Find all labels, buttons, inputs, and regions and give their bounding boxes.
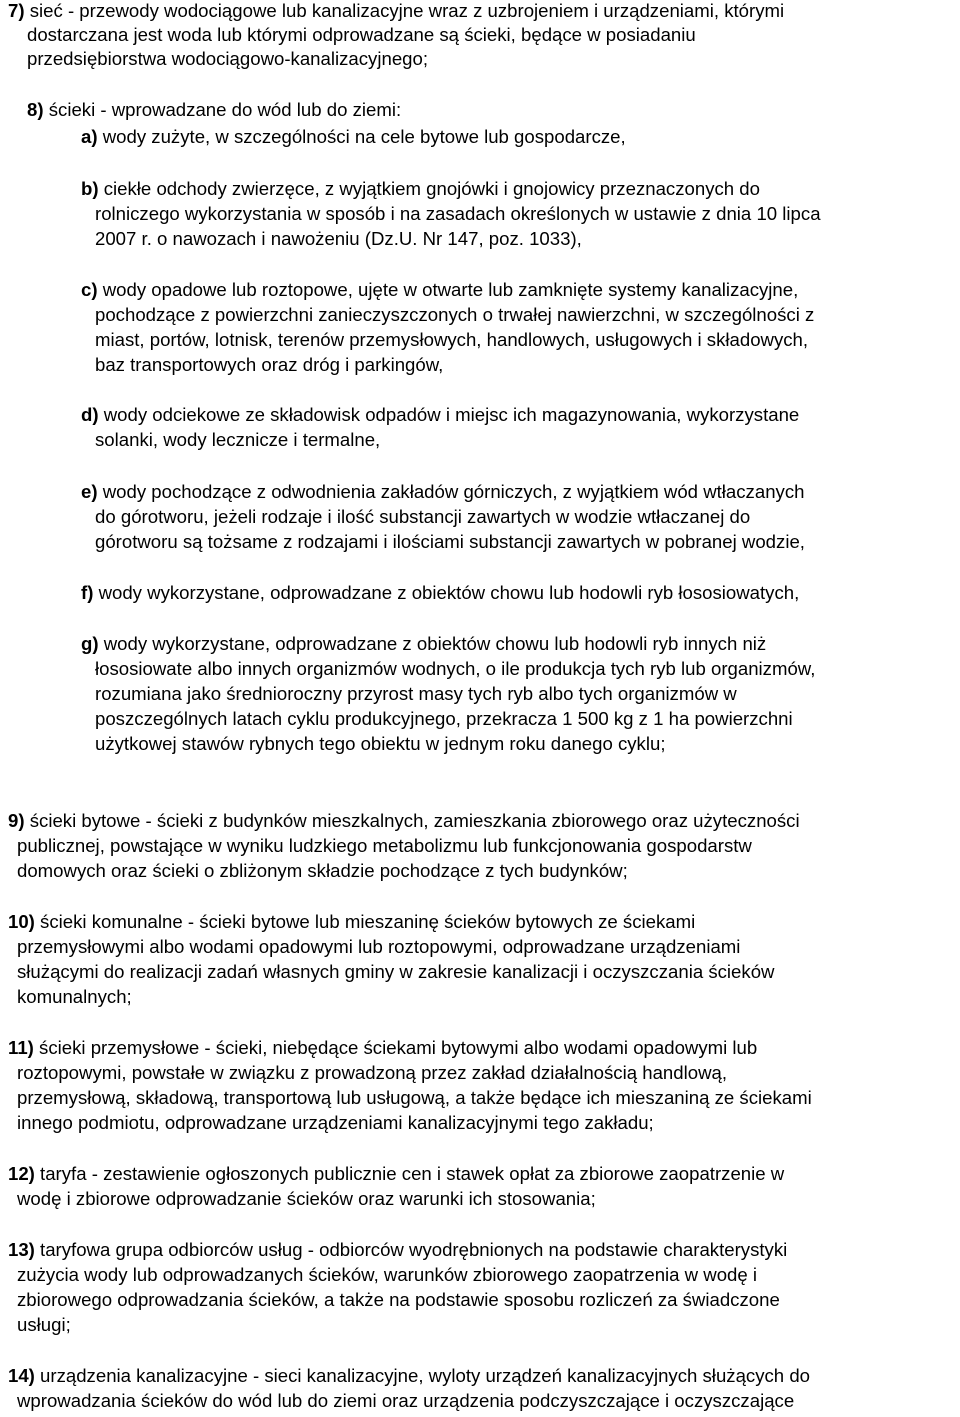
item-letter: d) [81,404,99,425]
item-8b-line-3: 2007 r. o nawozach i nawożeniu (Dz.U. Nr 147, poz. 1033), [95,228,582,249]
item-8c-line-1: c) wody opadowe lub roztopowe, ujęte w otwarte lub zamknięte systemy kanalizacyjne, [81,279,799,300]
item-number: 7) [8,0,25,21]
item-13-line-4: usługi; [17,1314,71,1335]
item-8d-line-2: solanki, wody lecznicze i termalne, [95,429,381,450]
item-13-line-3: zbiorowego odprowadzania ścieków, a także na podstawie sposobu rozliczeń za świadczone [17,1289,780,1310]
item-11-line-3: przemysłową, składową, transportową lub usługową, a także będące ich mieszaniną ze ściekami [17,1087,812,1108]
item-14-line-2: wprowadzania ścieków do wód lub do ziemi oraz urządzenia podczyszczające i oczyszczające [17,1390,795,1411]
item-letter: b) [81,178,99,199]
item-10-line-1: 10) ścieki komunalne - ścieki bytowe lub mieszaninę ścieków bytowych ze ściekami [8,911,696,932]
item-11-line-2: roztopowymi, powstałe w związku z prowadzoną przez zakład działalnością handlową, [17,1062,728,1083]
item-11-line-4: innego podmiotu, odprowadzane urządzeniami kanalizacyjnymi tego zakładu; [17,1112,654,1133]
item-letter: a) [81,126,98,147]
item-7-line-2: dostarczana jest woda lub którymi odprowadzane są ścieki, będące w posiadaniu [27,24,696,45]
item-number: 13) [8,1239,35,1260]
item-8b-line-1: b) ciekłe odchody zwierzęce, z wyjątkiem gnojówki i gnojowicy przeznaczonych do [81,178,760,199]
item-number: 14) [8,1365,35,1386]
item-8g-line-1: g) wody wykorzystane, odprowadzane z obiektów chowu lub hodowli ryb innych niż [81,633,767,654]
item-8c-line-3: miast, portów, lotnisk, terenów przemysłowych, handlowych, usługowych i składowych, [95,329,809,350]
item-letter: c) [81,279,98,300]
item-8c-line-4: baz transportowych oraz dróg i parkingów, [95,354,444,375]
item-7-line-3: przedsiębiorstwa wodociągowo-kanalizacyjnego; [27,48,429,69]
item-8c-line-2: pochodzące z powierzchni zanieczyszczonych o trwałej nawierzchni, w szczególności z [95,304,815,325]
item-number: 11) [8,1037,34,1058]
item-letter: f) [81,582,94,603]
item-8e-line-2: do górotworu, jeżeli rodzaje i ilość substancji zawartych w wodzie wtłaczanej do [95,506,751,527]
item-8f-line-1: f) wody wykorzystane, odprowadzane z obiektów chowu lub hodowli ryb łososiowatych, [81,582,800,603]
item-8e-line-3: górotworu są tożsame z rodzajami i ilościami substancji zawartych w pobranej wodzie, [95,531,805,552]
item-9-line-2: publicznej, powstające w wyniku ludzkiego metabolizmu lub funkcjonowania gospodarstw [17,835,752,856]
item-10-line-3: służącymi do realizacji zadań własnych gminy w zakresie kanalizacji i oczyszczania ścieków [17,961,775,982]
item-8g-line-4: poszczególnych latach cyklu produkcyjnego, przekracza 1 500 kg z 1 ha powierzchni [95,708,793,729]
item-number: 12) [8,1163,35,1184]
item-8e-line-1: e) wody pochodzące z odwodnienia zakładów górniczych, z wyjątkiem wód wtłaczanych [81,481,805,502]
item-8a-line-1: a) wody zużyte, w szczególności na cele bytowe lub gospodarcze, [81,126,626,147]
item-9-line-1: 9) ścieki bytowe - ścieki z budynków mieszkalnych, zamieszkania zbiorowego oraz użyteczności [8,810,800,831]
item-8d-line-1: d) wody odciekowe ze składowisk odpadów i miejsc ich magazynowania, wykorzystane [81,404,800,425]
item-number: 10) [8,911,35,932]
item-8b-line-2: rolniczego wykorzystania w sposób i na zasadach określonych w ustawie z dnia 10 lipca [95,203,821,224]
item-10-line-4: komunalnych; [17,986,132,1007]
item-7-line-1: 7) sieć - przewody wodociągowe lub kanalizacyjne wraz z uzbrojeniem i urządzeniami, którymi [8,0,785,21]
item-8g-line-2: łososiowate albo innych organizmów wodnych, o ile produkcja tych ryb lub organizmów, [95,658,816,679]
item-8g-line-3: rozumiana jako średnioroczny przyrost masy tych ryb albo tych organizmów w [95,683,737,704]
item-10-line-2: przemysłowymi albo wodami opadowymi lub roztopowymi, odprowadzane urządzeniami [17,936,741,957]
item-number: 8) [27,99,44,120]
item-12-line-1: 12) taryfa - zestawienie ogłoszonych publicznie cen i stawek opłat za zbiorowe zaopatrzenie w [8,1163,785,1184]
item-11-line-1: 11) ścieki przemysłowe - ścieki, niebędące ściekami bytowymi albo wodami opadowymi lub [8,1037,758,1058]
item-8g-line-5: użytkowej stawów rybnych tego obiektu w jednym roku danego cyklu; [95,733,666,754]
item-9-line-3: domowych oraz ścieki o zbliżonym składzie pochodzące z tych budynków; [17,860,628,881]
item-letter: g) [81,633,99,654]
item-13-line-2: zużycia wody lub odprowadzanych ścieków, warunków zbiorowego zaopatrzenia w wodę i [17,1264,758,1285]
item-8-line-1: 8) ścieki - wprowadzane do wód lub do ziemi: [27,99,402,120]
item-14-line-1: 14) urządzenia kanalizacyjne - sieci kanalizacyjne, wyloty urządzeń kanalizacyjnych służących do [8,1365,810,1386]
item-13-line-1: 13) taryfowa grupa odbiorców usług - odbiorców wyodrębnionych na podstawie charakterystyki [8,1239,788,1260]
item-letter: e) [81,481,98,502]
item-number: 9) [8,810,25,831]
item-12-line-2: wodę i zbiorowe odprowadzanie ścieków oraz warunki ich stosowania; [17,1188,596,1209]
